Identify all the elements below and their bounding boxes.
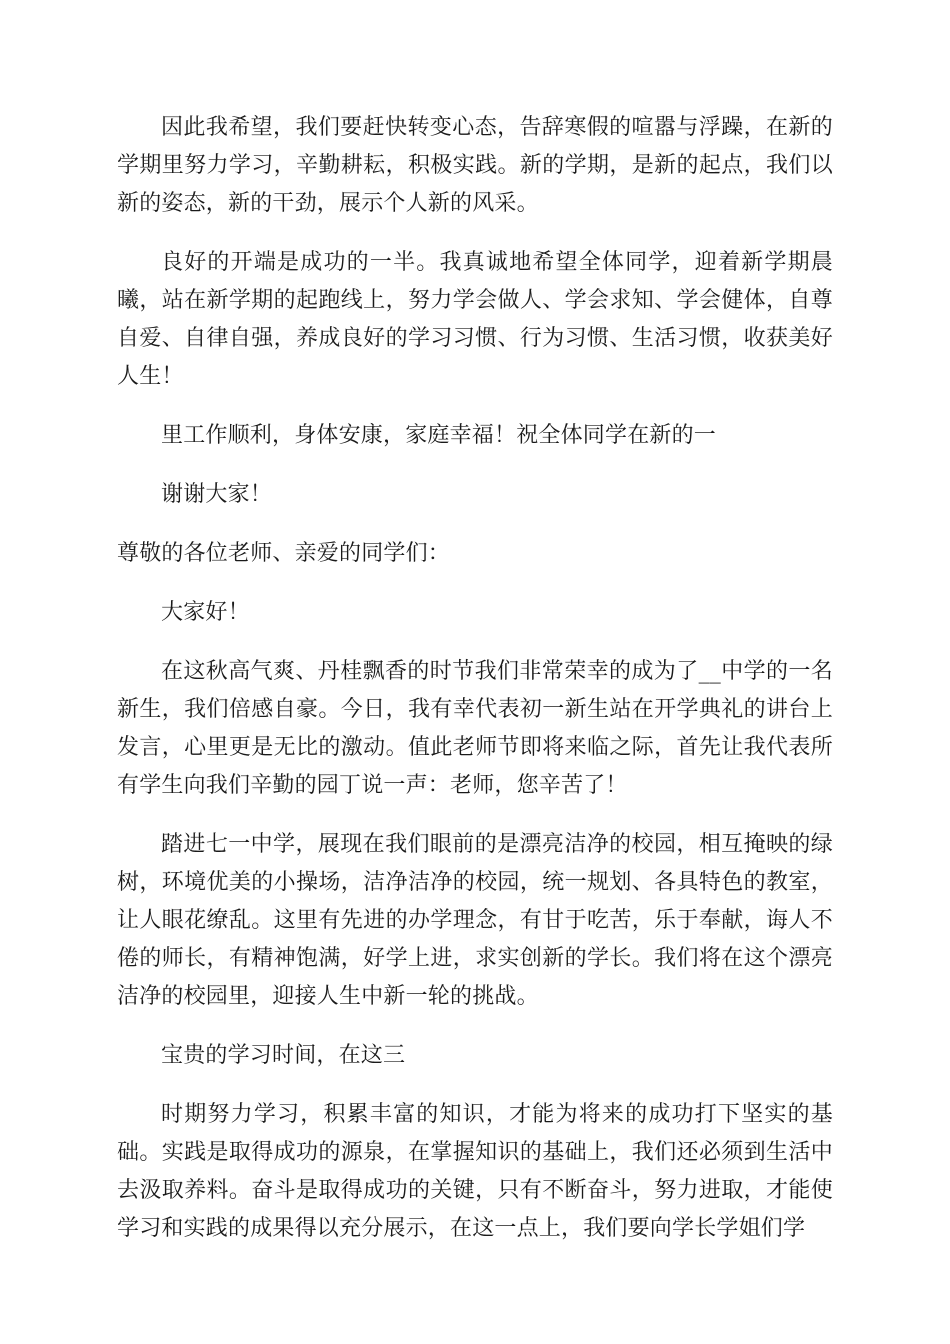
greeting: 大家好！ [161,600,250,625]
paragraph-2: 良好的开端是成功的一半。我真诚地希望全体同学，迎着新学期晨曦，站在新学期的起跑线上，努力学会做人、学会求知、学会健体，自尊自爱、自律自强，养成良好的学习习惯、行为习惯、生活习惯，收获美好人生！ [117,250,833,389]
salutation: 尊敬的各位老师、亲爱的同学们： [117,541,451,566]
paragraph-4: 谢谢大家！ [161,482,273,507]
paragraph-9: 宝贵的学习时间，在这三 [161,1043,406,1068]
paragraph-8: 踏进七一中学，展现在我们眼前的是漂亮洁净的校园，相互掩映的绿树，环境优美的小操场，洁净洁净的校园，统一规划、各具特色的教室，让人眼花缭乱。这里有先进的办学理念，有甘于吃苦，乐于奉献，诲人不倦的师长，有精神饱满，好学上进，求实创新的学长。我们将在这个漂亮洁净的校园里，迎接人生中新一轮的挑战。 [117,832,833,1009]
paragraph-3: 里工作顺利，身体安康，家庭幸福！祝全体同学在新的一 [161,423,717,448]
paragraph-1: 因此我希望，我们要赶快转变心态，告辞寒假的喧嚣与浮躁，在新的学期里努力学习，辛勤耕耘，积极实践。新的学期，是新的起点，我们以新的姿态，新的干劲，展示个人新的风采。 [117,115,833,216]
paragraph-7: 在这秋高气爽、丹桂飘香的时节我们非常荣幸的成为了__中学的一名新生，我们倍感自豪。今日，我有幸代表初一新生站在开学典礼的讲台上发言，心里更是无比的激动。值此老师节即将来临之际，首先让我代表所有学生向我们辛勤的园丁说一声：老师，您辛苦了！ [117,659,833,798]
document-body [117,109,833,1269]
paragraph-10: 时期努力学习，积累丰富的知识，才能为将来的成功打下坚实的基础。实践是取得成功的源泉，在掌握知识的基础上，我们还必须到生活中去汲取养料。奋斗是取得成功的关键，只有不断奋斗，努力进取，才能使学习和实践的成果得以充分展示，在这一点上，我们要向学长学姐们学 [117,1102,833,1241]
